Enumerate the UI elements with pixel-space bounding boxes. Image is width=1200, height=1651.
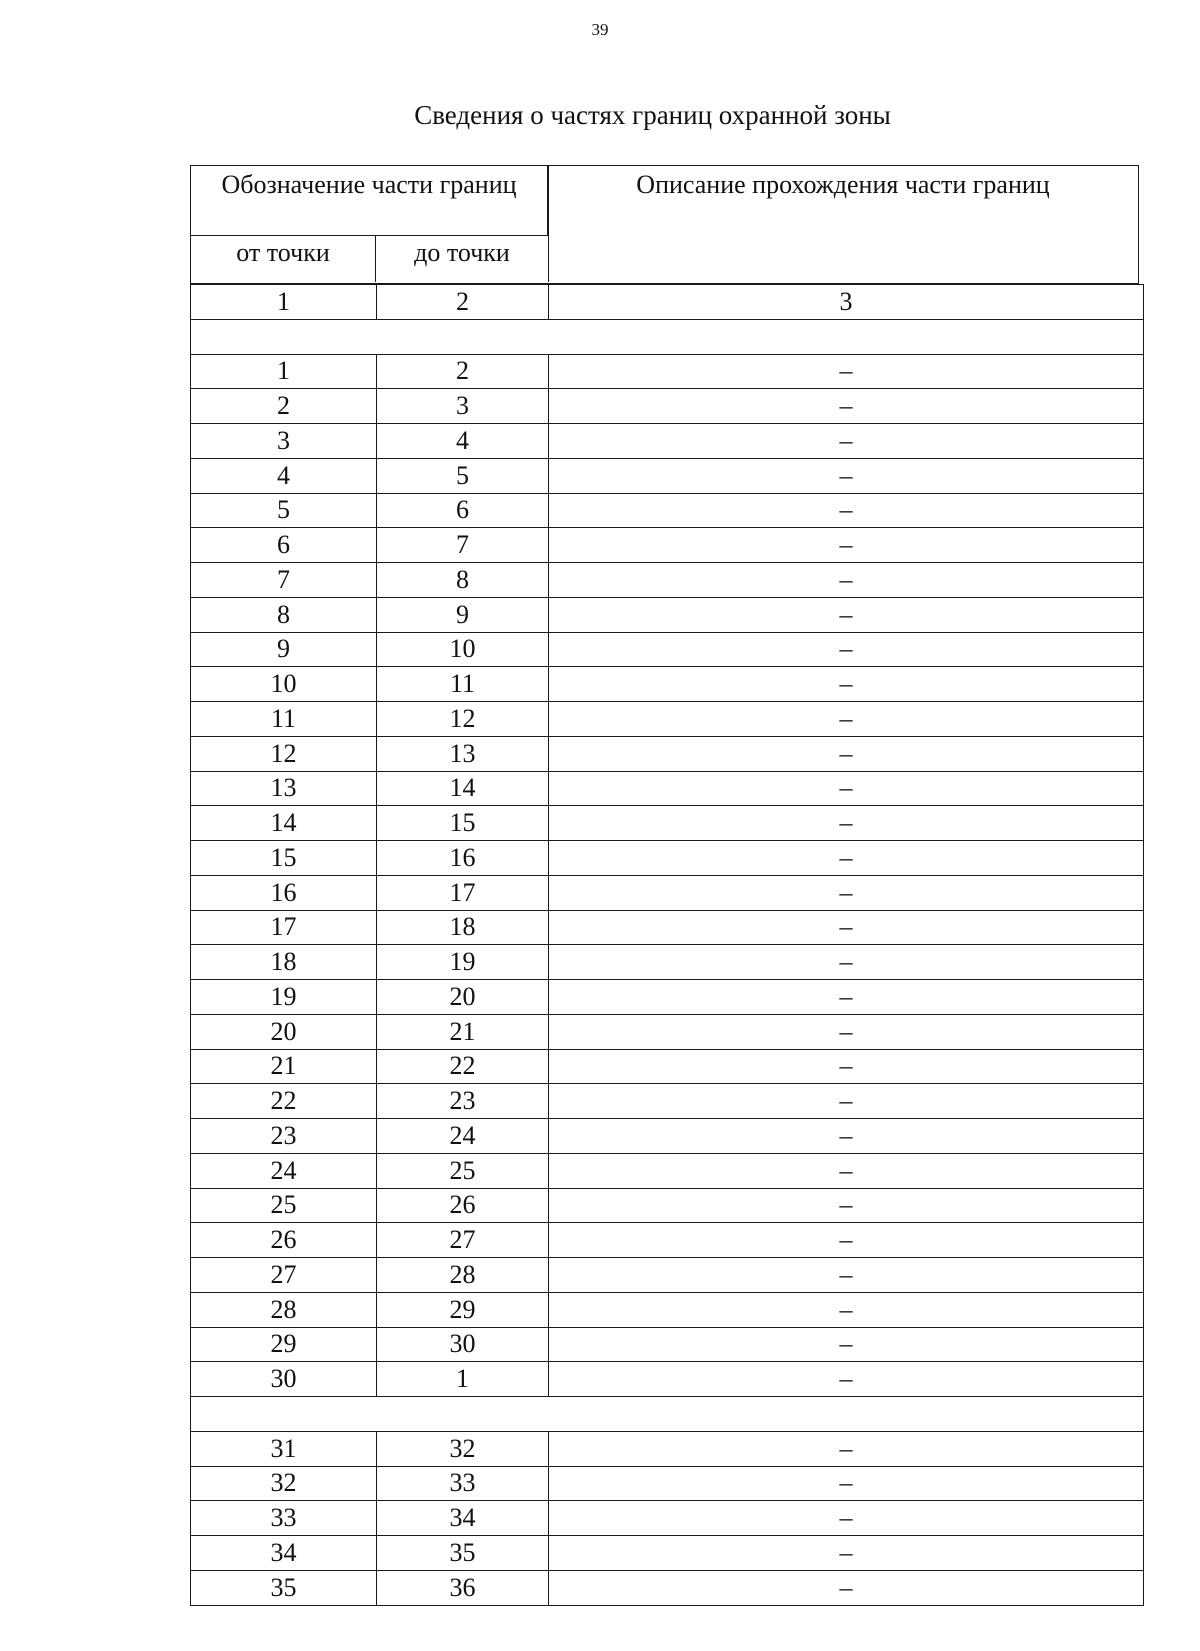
from-point-cell: 12 [191, 736, 377, 771]
table-row [191, 1570, 1144, 1605]
table-row [191, 563, 1144, 598]
to-point-cell: 29 [377, 1292, 549, 1327]
description-cell: – [549, 632, 1144, 667]
description-cell: – [549, 1466, 1144, 1501]
from-point-cell: 11 [191, 702, 377, 737]
column-number: 3 [549, 285, 1144, 320]
to-point-cell: 24 [377, 1119, 549, 1154]
to-point-cell: 4 [377, 424, 549, 459]
description-cell: – [549, 702, 1144, 737]
table-row [191, 1501, 1144, 1536]
to-point-cell: 26 [377, 1188, 549, 1223]
description-cell: – [549, 910, 1144, 945]
description-cell: – [549, 667, 1144, 702]
description-cell: – [549, 1501, 1144, 1536]
description-cell: – [549, 1153, 1144, 1188]
to-point-cell: 1 [377, 1362, 549, 1397]
from-point-cell: 10 [191, 667, 377, 702]
page-number: 39 [591, 20, 609, 39]
from-point-cell: 33 [191, 1501, 377, 1536]
to-point-cell: 36 [377, 1570, 549, 1605]
to-point-cell: 6 [377, 493, 549, 528]
description-cell: – [549, 1258, 1144, 1293]
table-row [191, 771, 1144, 806]
description-cell: – [549, 563, 1144, 598]
to-point-cell: 34 [377, 1501, 549, 1536]
description-cell: – [549, 1362, 1144, 1397]
column-numbers-row [191, 285, 1144, 320]
description-cell: – [549, 771, 1144, 806]
table-row [191, 1084, 1144, 1119]
table-row [191, 424, 1144, 459]
to-point-cell: 7 [377, 528, 549, 563]
boundary-parts-table [190, 284, 1144, 1606]
table-row [191, 667, 1144, 702]
from-point-cell: 28 [191, 1292, 377, 1327]
from-point-cell: 30 [191, 1362, 377, 1397]
to-point-cell: 11 [377, 667, 549, 702]
table-row [191, 980, 1144, 1015]
description-cell: – [549, 458, 1144, 493]
to-point-cell: 2 [377, 354, 549, 389]
description-cell: – [549, 354, 1144, 389]
from-point-cell: 7 [191, 563, 377, 598]
table-row [191, 841, 1144, 876]
description-cell: – [549, 424, 1144, 459]
description-cell: – [549, 1223, 1144, 1258]
description-cell: – [549, 1431, 1144, 1466]
to-point-cell: 20 [377, 980, 549, 1015]
from-point-cell: 24 [191, 1153, 377, 1188]
to-point-cell: 3 [377, 389, 549, 424]
header-boundary-designation: Обозначение части границ [191, 166, 548, 236]
from-point-cell: 25 [191, 1188, 377, 1223]
table-row [191, 597, 1144, 632]
table-row [191, 945, 1144, 980]
column-number: 2 [377, 285, 549, 320]
to-point-cell: 12 [377, 702, 549, 737]
table-row [191, 493, 1144, 528]
from-point-cell: 17 [191, 910, 377, 945]
table-row [191, 1536, 1144, 1571]
to-point-cell: 9 [377, 597, 549, 632]
table-row [191, 910, 1144, 945]
to-point-cell: 17 [377, 875, 549, 910]
description-cell: – [549, 1049, 1144, 1084]
header-to-point: до точки [414, 238, 510, 267]
table-row [191, 1049, 1144, 1084]
to-point-cell: 15 [377, 806, 549, 841]
from-point-cell: 27 [191, 1258, 377, 1293]
to-point-cell: 19 [377, 945, 549, 980]
description-cell: – [549, 493, 1144, 528]
from-point-cell: 9 [191, 632, 377, 667]
from-point-cell: 15 [191, 841, 377, 876]
to-point-cell: 30 [377, 1327, 549, 1362]
from-point-cell: 34 [191, 1536, 377, 1571]
to-point-cell: 35 [377, 1536, 549, 1571]
to-point-cell: 16 [377, 841, 549, 876]
to-point-cell: 13 [377, 736, 549, 771]
description-cell: – [549, 1292, 1144, 1327]
section-separator-row [191, 1397, 1144, 1432]
table-row [191, 1431, 1144, 1466]
section-label [191, 1397, 1144, 1432]
description-cell: – [549, 1014, 1144, 1049]
table-row [191, 875, 1144, 910]
from-point-cell: 29 [191, 1327, 377, 1362]
section-label [191, 319, 1144, 354]
description-cell: – [549, 597, 1144, 632]
description-cell: – [549, 736, 1144, 771]
description-cell: – [549, 528, 1144, 563]
table-row [191, 389, 1144, 424]
section-separator-row [191, 319, 1144, 354]
table-row [191, 1258, 1144, 1293]
table-row [191, 1188, 1144, 1223]
to-point-cell: 21 [377, 1014, 549, 1049]
from-point-cell: 35 [191, 1570, 377, 1605]
table-row [191, 1119, 1144, 1154]
from-point-cell: 23 [191, 1119, 377, 1154]
description-cell: – [549, 875, 1144, 910]
to-point-cell: 14 [377, 771, 549, 806]
table-body [191, 285, 1144, 1606]
from-point-cell: 14 [191, 806, 377, 841]
to-point-cell: 23 [377, 1084, 549, 1119]
from-point-cell: 19 [191, 980, 377, 1015]
table-row [191, 1362, 1144, 1397]
description-cell: – [549, 1327, 1144, 1362]
to-point-cell: 32 [377, 1431, 549, 1466]
document-title: Сведения о частях границ охранной зоны [414, 100, 891, 130]
table-row [191, 632, 1144, 667]
from-point-cell: 32 [191, 1466, 377, 1501]
from-point-cell: 31 [191, 1431, 377, 1466]
to-point-cell: 18 [377, 910, 549, 945]
description-cell: – [549, 1188, 1144, 1223]
to-point-cell: 27 [377, 1223, 549, 1258]
to-point-cell: 33 [377, 1466, 549, 1501]
header-boundary-description: Описание прохождения части границ [548, 166, 1137, 282]
from-point-cell: 21 [191, 1049, 377, 1084]
description-cell: – [549, 980, 1144, 1015]
from-point-cell: 6 [191, 528, 377, 563]
to-point-cell: 25 [377, 1153, 549, 1188]
table-row [191, 528, 1144, 563]
from-point-cell: 22 [191, 1084, 377, 1119]
table-row [191, 806, 1144, 841]
from-point-cell: 8 [191, 597, 377, 632]
from-point-cell: 18 [191, 945, 377, 980]
column-number: 1 [191, 285, 377, 320]
description-cell: – [549, 806, 1144, 841]
to-point-cell: 28 [377, 1258, 549, 1293]
from-point-cell: 3 [191, 424, 377, 459]
description-cell: – [549, 945, 1144, 980]
description-cell: – [549, 1084, 1144, 1119]
from-point-cell: 20 [191, 1014, 377, 1049]
from-point-cell: 2 [191, 389, 377, 424]
description-cell: – [549, 389, 1144, 424]
table-row [191, 1223, 1144, 1258]
table-row [191, 1292, 1144, 1327]
table-row [191, 736, 1144, 771]
from-point-cell: 13 [191, 771, 377, 806]
table-row [191, 1014, 1144, 1049]
to-point-cell: 10 [377, 632, 549, 667]
description-cell: – [549, 1119, 1144, 1154]
table-row [191, 458, 1144, 493]
to-point-cell: 8 [377, 563, 549, 598]
table-row [191, 1327, 1144, 1362]
description-cell: – [549, 1536, 1144, 1571]
table-header [190, 165, 1139, 284]
from-point-cell: 4 [191, 458, 377, 493]
description-cell: – [549, 1570, 1144, 1605]
from-point-cell: 1 [191, 354, 377, 389]
to-point-cell: 22 [377, 1049, 549, 1084]
table-row [191, 1466, 1144, 1501]
from-point-cell: 5 [191, 493, 377, 528]
from-point-cell: 16 [191, 875, 377, 910]
table-row [191, 1153, 1144, 1188]
table-row [191, 354, 1144, 389]
header-from-point: от точки [191, 236, 376, 282]
description-cell: – [549, 841, 1144, 876]
table-row [191, 702, 1144, 737]
from-point-cell: 26 [191, 1223, 377, 1258]
to-point-cell: 5 [377, 458, 549, 493]
